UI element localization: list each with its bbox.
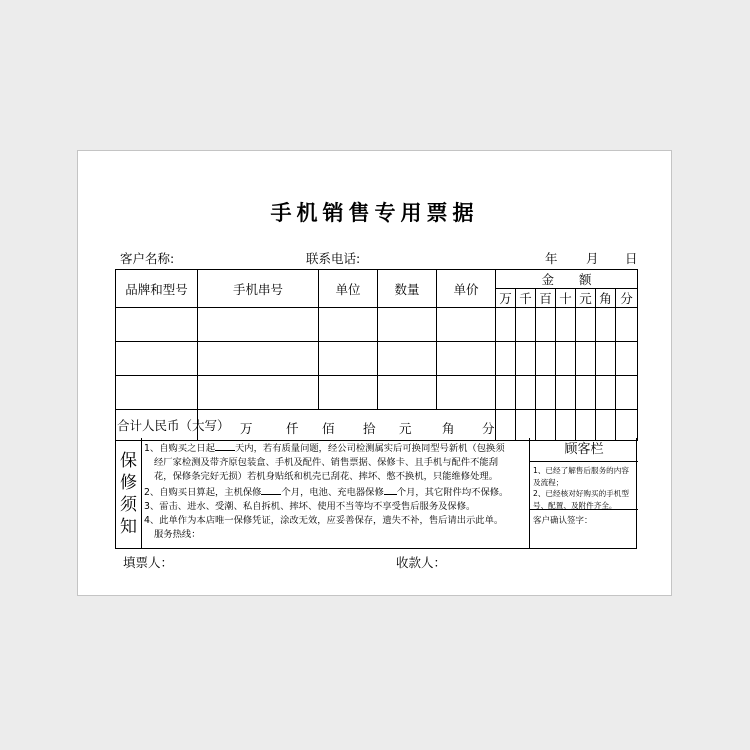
term-text: 个月，电池、充电器保修 (281, 486, 384, 498)
total-unit: 万 (240, 421, 253, 436)
total-unit: 佰 (322, 421, 335, 436)
table-cell[interactable] (198, 376, 319, 410)
table-cell[interactable] (556, 410, 576, 441)
table-cell[interactable] (596, 342, 616, 376)
term-text: 个月，其它附件均不保修。 (396, 486, 509, 498)
table-cell[interactable] (198, 308, 319, 342)
confirm-1: 1、已经了解售后服务的内容及流程； (533, 466, 629, 487)
term-text: 1、自购买之日起 (144, 443, 215, 454)
table-cell[interactable] (116, 376, 198, 410)
table-cell[interactable] (616, 342, 638, 376)
term-4: 4、此单作为本店唯一保修凭证，涂改无效，应妥善保存，遗失不补，售后请出示此单。 (144, 515, 504, 527)
amount-unit: 十 (556, 289, 576, 308)
customer-name-label: 客户名称: (120, 251, 175, 266)
total-unit: 元 (399, 421, 412, 436)
table-row (116, 308, 638, 342)
term-3: 3、雷击、进水、受潮、私自拆机、摔坏、使用不当等均不享受售后服务及保修。 (144, 500, 476, 512)
total-words-cell[interactable] (198, 410, 496, 441)
table-cell[interactable] (576, 308, 596, 342)
sales-table (115, 269, 638, 441)
table-cell[interactable] (437, 376, 496, 410)
table-cell[interactable] (319, 376, 378, 410)
table-cell[interactable] (596, 376, 616, 410)
table-cell[interactable] (378, 308, 437, 342)
amount-unit: 元 (576, 289, 596, 308)
page-title: 手机销售专用票据 (270, 200, 479, 225)
table-cell[interactable] (437, 308, 496, 342)
table-cell[interactable] (556, 342, 576, 376)
table-cell[interactable] (576, 410, 596, 441)
amount-unit: 百 (536, 289, 556, 308)
table-cell[interactable] (496, 342, 516, 376)
table-cell[interactable] (556, 376, 576, 410)
side-char: 须 (120, 495, 137, 515)
table-cell[interactable] (516, 342, 536, 376)
table-cell[interactable] (536, 376, 556, 410)
customer-column (529, 438, 638, 548)
payee-label: 收款人： (396, 555, 447, 570)
customer-column-title: 顾客栏 (530, 438, 638, 462)
table-cell[interactable] (536, 410, 556, 441)
table-cell[interactable] (576, 376, 596, 410)
term-text: 天内，若有质量问题，经公司检测属实后可换同型号新机（包换须 (235, 443, 505, 454)
term-1 (144, 441, 529, 456)
table-cell[interactable] (319, 308, 378, 342)
table-cell[interactable] (556, 308, 576, 342)
issuer-label: 填票人： (123, 555, 174, 570)
term-1-line-3: 花，保修条完好无损）若机身贴纸和机壳已刮花、摔坏、憋不换机，只能维修处理。 (154, 471, 498, 483)
col-unit-price: 单价 (437, 270, 496, 308)
table-cell[interactable] (516, 308, 536, 342)
col-quantity: 数量 (378, 270, 437, 308)
table-cell[interactable] (596, 308, 616, 342)
confirm-2: 2、已经核对好购买的手机型号、配置、及附件齐全。 (533, 489, 629, 510)
total-unit: 拾 (363, 421, 376, 436)
customer-confirmations (530, 462, 638, 510)
warranty-notice (115, 438, 637, 549)
table-cell[interactable] (378, 342, 437, 376)
customer-signature[interactable]: 客户确认签字： (533, 516, 593, 526)
table-cell[interactable] (116, 342, 198, 376)
day-label: 日 (625, 251, 638, 266)
total-unit: 角 (442, 421, 455, 436)
col-imei: 手机串号 (198, 270, 319, 308)
table-cell[interactable] (616, 410, 638, 441)
amount-unit: 千 (516, 289, 536, 308)
amount-unit: 分 (616, 289, 638, 308)
warranty-side-label (116, 438, 142, 548)
col-brand-model: 品牌和型号 (116, 270, 198, 308)
months-blank[interactable] (261, 485, 281, 495)
side-char: 知 (120, 517, 137, 537)
receipt-sheet (77, 150, 672, 596)
table-row (116, 342, 638, 376)
table-cell[interactable] (198, 342, 319, 376)
table-cell[interactable] (516, 376, 536, 410)
term-text: 2、自购买日算起，主机保修 (144, 486, 262, 498)
table-cell[interactable] (616, 308, 638, 342)
months-blank[interactable] (384, 485, 397, 495)
total-row (116, 410, 638, 441)
table-cell[interactable] (319, 342, 378, 376)
total-unit: 分 (482, 421, 495, 436)
col-amount: 金 额 (496, 270, 638, 289)
table-cell[interactable] (536, 342, 556, 376)
col-unit: 单位 (319, 270, 378, 308)
side-char: 保 (120, 451, 137, 471)
term-1-line-2: 经厂家检测及带齐原包装盒、手机及配件、销售票据、保修卡、且手机与配件不能刮 (154, 457, 498, 469)
table-cell[interactable] (437, 342, 496, 376)
service-hotline: 服务热线： (154, 529, 201, 541)
year-label: 年 (545, 251, 558, 266)
warranty-terms (144, 441, 529, 542)
table-cell[interactable] (596, 410, 616, 441)
table-cell[interactable] (616, 376, 638, 410)
table-cell[interactable] (496, 376, 516, 410)
total-unit: 仟 (286, 421, 299, 436)
contact-phone-label: 联系电话: (306, 251, 361, 266)
days-blank[interactable] (215, 441, 235, 451)
month-label: 月 (586, 251, 599, 266)
table-cell[interactable] (116, 308, 198, 342)
amount-unit: 万 (496, 289, 516, 308)
side-char: 修 (120, 473, 137, 493)
table-cell[interactable] (378, 376, 437, 410)
table-cell[interactable] (496, 410, 516, 441)
term-2 (144, 485, 529, 500)
table-row (116, 376, 638, 410)
table-cell[interactable] (536, 308, 556, 342)
table-cell[interactable] (496, 308, 516, 342)
table-cell[interactable] (576, 342, 596, 376)
table-cell[interactable] (516, 410, 536, 441)
amount-unit: 角 (596, 289, 616, 308)
total-rmb-label: 合计人民币（大写） (116, 410, 198, 441)
